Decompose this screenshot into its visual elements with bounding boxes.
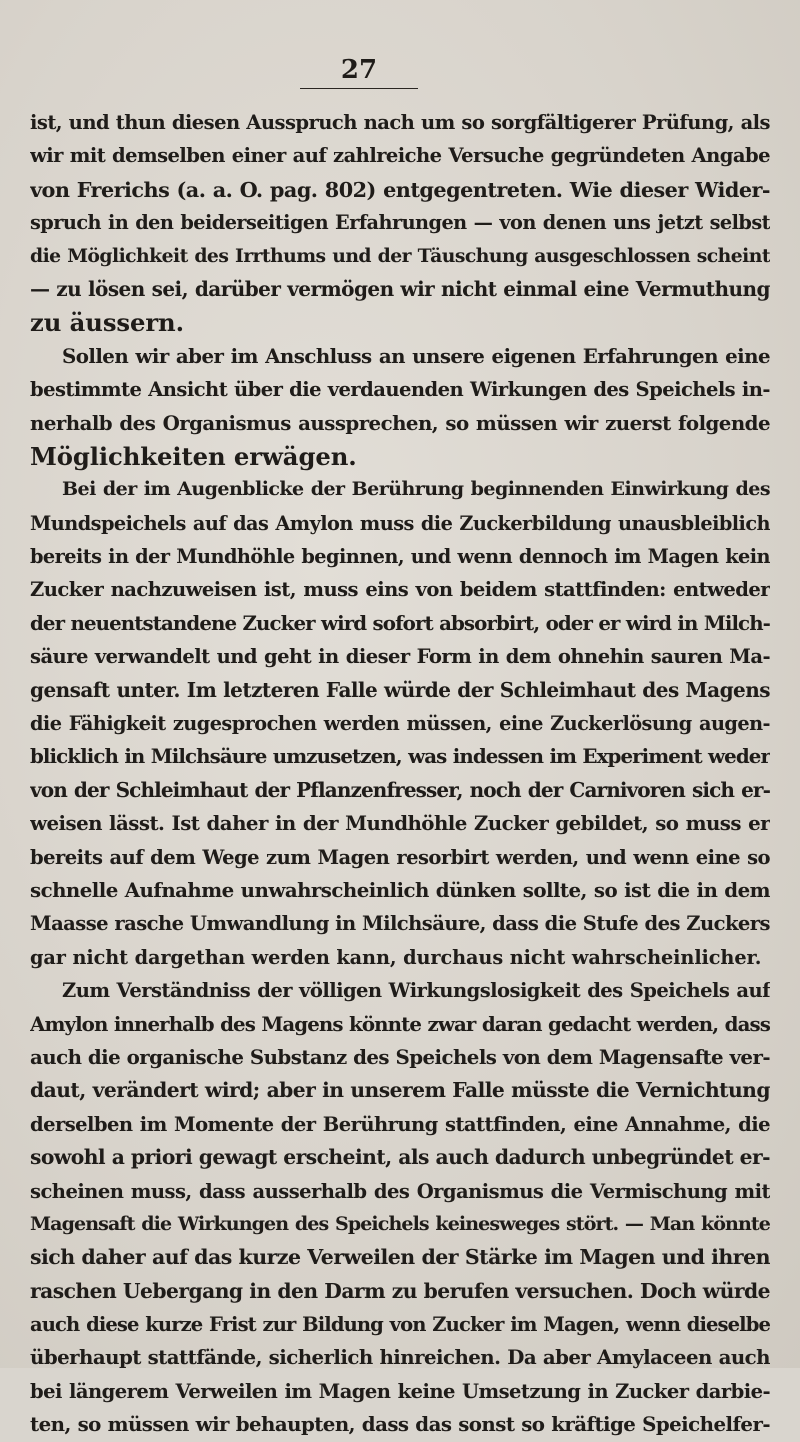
text-line: scheinen muss, dass ausserhalb des Organismus die Vermischung mit xyxy=(30,1179,770,1203)
text-line: weisen lässt. Ist daher in der Mundhöhle Zucker gebildet, so muss er xyxy=(30,811,770,836)
text-line: nerhalb des Organismus aussprechen, so müssen wir zuerst folgende xyxy=(30,410,770,435)
text-line: Sollen wir aber im Anschluss an unsere eigenen Erfahrungen eine xyxy=(62,343,770,368)
text-line: bestimmte Ansicht über die verdauenden Wirkungen des Speichels in- xyxy=(30,378,770,402)
text-line: überhaupt stattfände, sicherlich hinreichen. Da aber Amylaceen auch xyxy=(30,1345,770,1370)
text-line: von Frerichs (a. a. O. pag. 802) entgegentreten. Wie dieser Wider- xyxy=(30,176,770,202)
text-line: ten, so müssen wir behaupten, dass das sonst so kräftige Speichelfer- xyxy=(30,1412,770,1437)
text-line: von der Schleimhaut der Pflanzenfresser, noch der Carnivoren sich er- xyxy=(30,777,770,802)
text-line: auch die organische Substanz des Speichels von dem Magensafte ver- xyxy=(30,1044,770,1069)
text-line: blicklich in Milchsäure umzusetzen, was indessen im Experiment weder xyxy=(30,744,770,769)
text-line: gar nicht dargethan werden kann, durchaus nicht wahrscheinlicher. xyxy=(30,945,762,969)
text-line: sich daher auf das kurze Verweilen der Stärke im Magen und ihren xyxy=(30,1245,770,1270)
text-line: schnelle Aufnahme unwahrscheinlich dünken sollte, so ist die in dem xyxy=(30,877,770,902)
text-line: ist, und thun diesen Ausspruch nach um so sorgfältigerer Prüfung, als xyxy=(30,111,770,134)
text-line: — zu lösen sei, darüber vermögen wir nicht einmal eine Vermuthung xyxy=(30,276,770,301)
text-line: bereits in der Mundhöhle beginnen, und wenn dennoch im Magen kein xyxy=(30,545,770,569)
text-line: Zucker nachzuweisen ist, muss eins von beidem stattfinden: entweder xyxy=(30,578,770,602)
text-line: zu äussern. xyxy=(30,308,184,338)
text-line: auch diese kurze Frist zur Bildung von Zucker im Magen, wenn dieselbe xyxy=(30,1313,770,1337)
text-line: der neuentstandene Zucker wird sofort absorbirt, oder er wird in Milch- xyxy=(30,610,770,635)
text-line: Magensaft die Wirkungen des Speichels keinesweges stört. — Man könnte xyxy=(30,1212,770,1235)
text-line: Zum Verständniss der völligen Wirkungslosigkeit des Speichels auf xyxy=(62,979,770,1003)
text-line: Mundspeichels auf das Amylon muss die Zuckerbildung unausbleiblich xyxy=(30,511,770,535)
text-line: raschen Uebergang in den Darm zu berufen versuchen. Doch würde xyxy=(30,1278,770,1303)
text-line: sowohl a priori gewagt erscheint, als auch dadurch unbegründet er- xyxy=(30,1145,770,1170)
text-line: Bei der im Augenblicke der Berührung beginnenden Einwirkung des xyxy=(62,478,770,501)
text-line: bei längerem Verweilen im Magen keine Umsetzung in Zucker darbie- xyxy=(30,1379,770,1403)
text-line: Möglichkeiten erwägen. xyxy=(30,441,357,471)
text-line: derselben im Momente der Berührung stattfinden, eine Annahme, die xyxy=(30,1112,770,1136)
text-line: gensaft unter. Im letzteren Falle würde der Schleimhaut des Magens xyxy=(30,677,770,702)
body-text xyxy=(30,106,770,1442)
text-line: Maasse rasche Umwandlung in Milchsäure, dass die Stufe des Zuckers xyxy=(30,912,770,936)
text-line: die Möglichkeit des Irrthums und der Täuschung ausgeschlossen scheint xyxy=(30,244,770,267)
text-line: spruch in den beiderseitigen Erfahrungen — von denen uns jetzt selbst xyxy=(30,211,770,235)
text-line: die Fähigkeit zugesprochen werden müssen, eine Zuckerlösung augen- xyxy=(30,712,770,736)
text-line: Amylon innerhalb des Magens könnte zwar daran gedacht werden, dass xyxy=(30,1011,770,1036)
page-number: 27 xyxy=(300,52,418,89)
text-line: daut, verändert wird; aber in unserem Falle müsste die Vernichtung xyxy=(30,1078,770,1103)
text-line: säure verwandelt und geht in dieser Form in dem ohnehin sauren Ma- xyxy=(30,645,770,669)
text-line: wir mit demselben einer auf zahlreiche Versuche gegründeten Angabe xyxy=(30,144,770,168)
text-line: bereits auf dem Wege zum Magen resorbirt werden, und wenn eine so xyxy=(30,845,770,869)
